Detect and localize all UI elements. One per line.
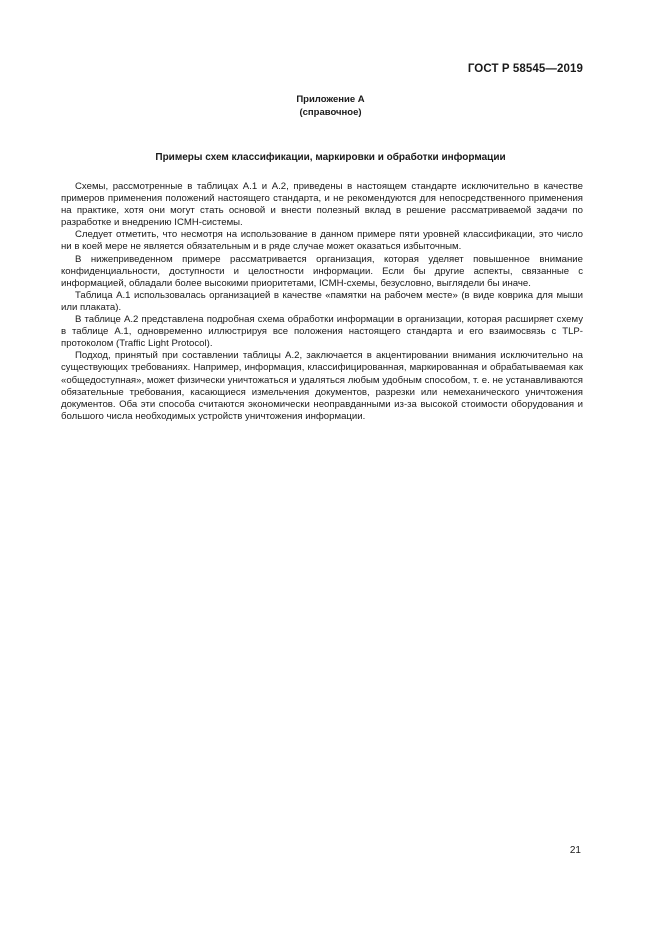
paragraph: В таблице А.2 представлена подробная схема обработки информации в организации, которая расширяет схему в таблице А.1, одновременно иллюстрируя все положения настоящего стандарта и его взаимосвязь с TLP-протоколом (Traffic Light Protocol). — [61, 314, 583, 350]
annex-subtitle: (справочное) — [299, 107, 362, 118]
paragraph: Схемы, рассмотренные в таблицах А.1 и А.2, приведены в настоящем стандарте исключительно в качестве примеров применения положений настоящего стандарта, и не рекомендуются для непосредственного применения на практике, хотя они могут стать основой и внести полезный вклад в решение рассматриваемой задачи по разработке и внедрению ICMH-системы. — [61, 181, 583, 229]
body-text — [61, 181, 583, 423]
section-title: Примеры схем классификации, маркировки и обработки информации — [155, 152, 506, 163]
paragraph: В нижеприведенном примере рассматривается организация, которая уделяет повышенное внимание конфиденциальности, доступности и целостности информации. Если бы другие аспекты, связанные с информацией, обладали более высокими приоритетами, ICMH-схемы, безусловно, выглядели бы иначе. — [61, 253, 583, 289]
paragraph: Таблица А.1 использовалась организацией в качестве «памятки на рабочем месте» (в виде коврика для мыши или плаката). — [61, 289, 583, 313]
annex-title: Приложение А — [296, 94, 365, 105]
page-number: 21 — [569, 845, 581, 856]
document-code: ГОСТ Р 58545—2019 — [467, 63, 583, 75]
paragraph: Подход, принятый при составлении таблицы А.2, заключается в акцентировании внимания исключительно на существующих требованиях. Например, информация, классифицированная, маркированная и обрабатываемая как «общедоступная», может физически уничтожаться и удаляться любым удобным способом, т. е. не устанавливаются обязательные требования, касающиеся измельчения документов, разрезки или немеханического уничтожения документов. Оба эти способа считаются экономически неоправданными из-за высокой стоимости оборудования и большого числа необходимых устройств уничтожения информации. — [61, 350, 583, 422]
annex-heading — [0, 93, 661, 119]
paragraph: Следует отметить, что несмотря на использование в данном примере пяти уровней классификации, это число ни в коей мере не является обязательным и в ряде случае может оказаться избыточным. — [61, 229, 583, 253]
